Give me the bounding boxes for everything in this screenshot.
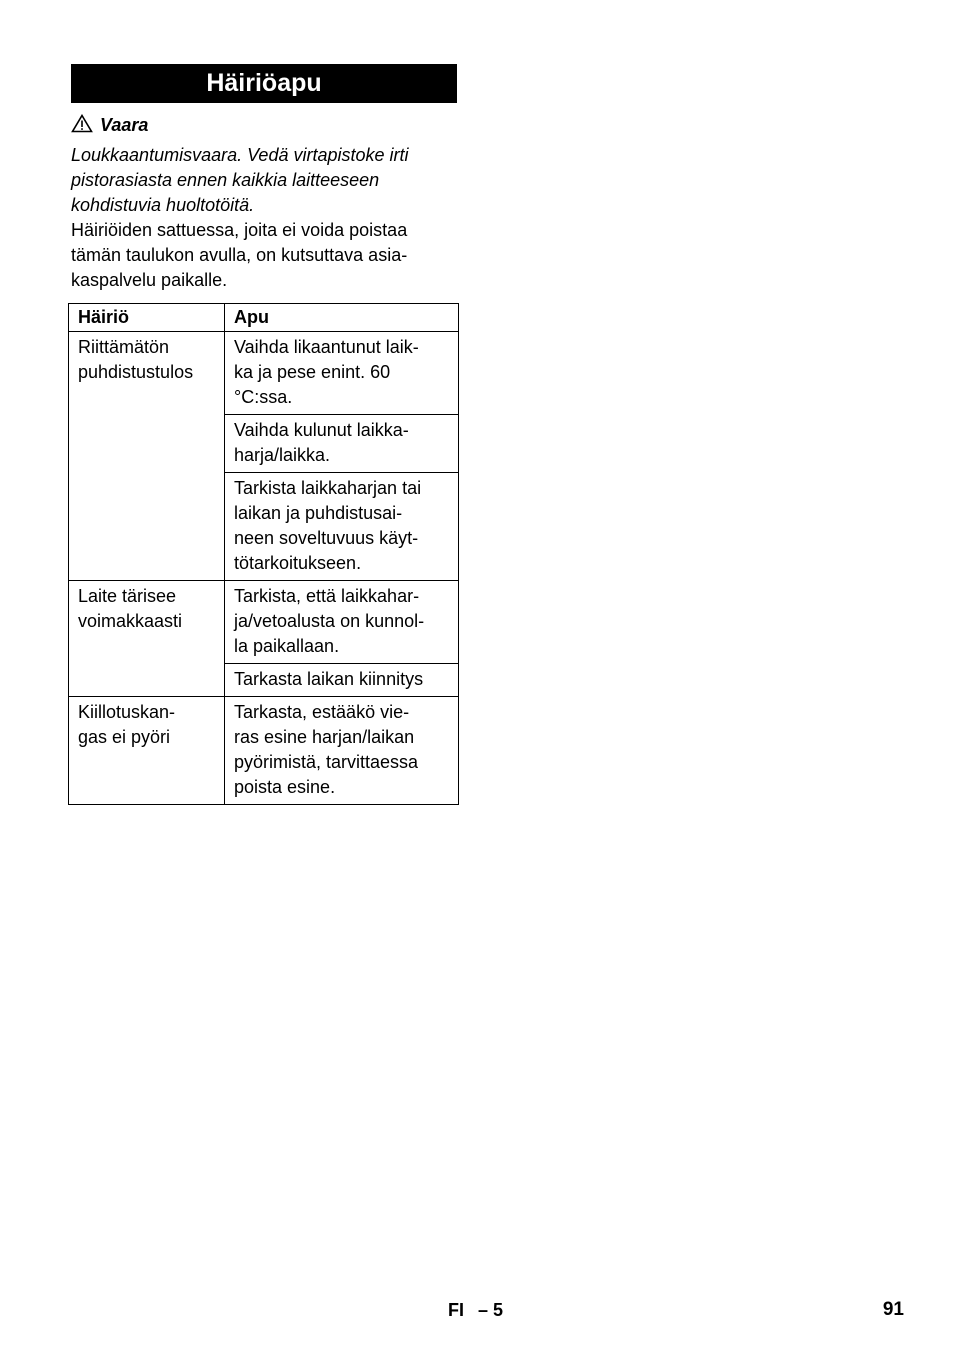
warning-triangle-icon xyxy=(71,114,93,133)
section-title: Häiriöapu xyxy=(71,64,457,103)
remedy-line: poista esine. xyxy=(234,777,336,797)
troubleshooting-table xyxy=(68,303,459,805)
table-row xyxy=(69,332,459,415)
remedy-line: la paikallaan. xyxy=(234,636,340,656)
remedy-line: Vaihda kulunut laikka- xyxy=(234,420,409,440)
warning-text-line: Loukkaantumisvaara. Vedä virtapistoke irti xyxy=(71,145,409,165)
fault-cell xyxy=(69,697,225,805)
table-row xyxy=(69,697,459,805)
intro-text-line: tämän taulukon avulla, on kutsuttava asia- xyxy=(71,245,408,265)
fault-cell xyxy=(69,581,225,697)
warning-text-line: pistorasiasta ennen kaikkia laitteeseen xyxy=(71,170,380,190)
remedy-line: tötarkoitukseen. xyxy=(234,553,362,573)
table-header-row xyxy=(69,304,459,332)
remedy-line: ja/vetoalusta on kunnol- xyxy=(234,611,425,631)
remedy-line: laikan ja puhdistusai- xyxy=(234,503,403,523)
remedy-line: Tarkista, että laikkahar- xyxy=(234,586,420,606)
remedy-cell xyxy=(225,581,459,664)
remedy-cell xyxy=(225,697,459,805)
remedy-line: pyörimistä, tarvittaessa xyxy=(234,752,419,772)
fault-line: voimakkaasti xyxy=(78,611,183,631)
intro-text xyxy=(71,218,461,293)
table-row xyxy=(69,581,459,664)
remedy-line: Tarkasta, estääkö vie- xyxy=(234,702,410,722)
fault-line: puhdistustulos xyxy=(78,362,194,382)
remedy-cell xyxy=(225,332,459,415)
fault-line: gas ei pyöri xyxy=(78,727,171,747)
intro-text-line: Häiriöiden sattuessa, joita ei voida poistaa xyxy=(71,220,408,240)
remedy-line: °C:ssa. xyxy=(234,387,293,407)
footer-page-number: 91 xyxy=(882,1299,904,1320)
remedy-line: ras esine harjan/laikan xyxy=(234,727,415,747)
warning-heading xyxy=(71,113,148,137)
fault-line: Kiillotuskan- xyxy=(78,702,176,722)
remedy-line: neen soveltuvuus käyt- xyxy=(234,528,419,548)
warning-label: Vaara xyxy=(100,115,149,135)
intro-text-line: kaspalvelu paikalle. xyxy=(71,270,228,290)
remedy-cell xyxy=(225,664,459,697)
remedy-line: harja/laikka. xyxy=(234,445,331,465)
header-fault: Häiriö xyxy=(69,304,225,332)
header-remedy: Apu xyxy=(225,304,459,332)
remedy-cell xyxy=(225,473,459,581)
footer-section-page: – 5 xyxy=(478,1300,504,1320)
fault-line: Riittämätön xyxy=(78,337,170,357)
remedy-line: Tarkista laikkaharjan tai xyxy=(234,478,422,498)
fault-cell xyxy=(69,332,225,581)
remedy-line: Tarkasta laikan kiinnitys xyxy=(234,669,424,689)
fault-line: Laite tärisee xyxy=(78,586,177,606)
warning-text-line: kohdistuvia huoltotöitä. xyxy=(71,195,255,215)
warning-text xyxy=(71,143,461,218)
remedy-line: Vaihda likaantunut laik- xyxy=(234,337,419,357)
footer-language: FI xyxy=(448,1300,464,1320)
footer-section-label xyxy=(448,1299,503,1321)
remedy-line: ka ja pese enint. 60 xyxy=(234,362,391,382)
remedy-cell xyxy=(225,415,459,473)
